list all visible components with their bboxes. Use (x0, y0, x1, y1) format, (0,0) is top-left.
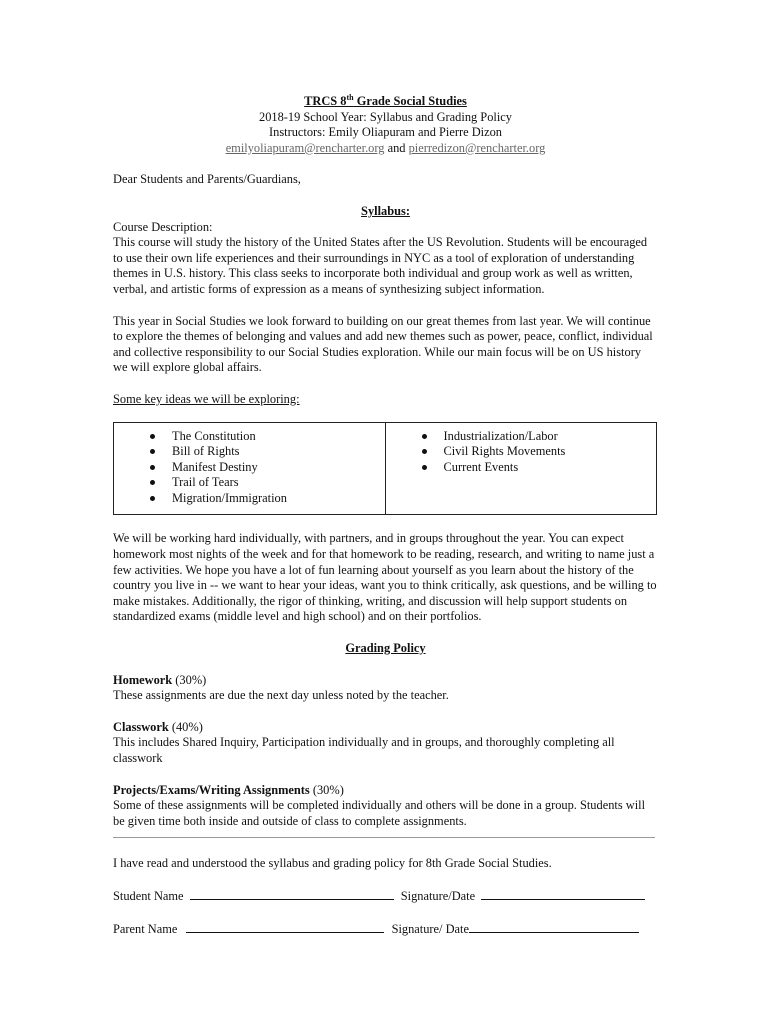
classwork-text: This includes Shared Inquiry, Participation individually and in groups, and thoroughly completing all classwork (113, 735, 615, 765)
parent-signature-row (113, 921, 658, 938)
key-ideas-table (113, 422, 657, 516)
instructors-line: Instructors: Emily Oliapuram and Pierre Dizon (269, 125, 502, 140)
parent-signature-field[interactable] (469, 921, 639, 933)
list-item: Industrialization/Labor (416, 429, 651, 445)
list-item: Bill of Rights (144, 444, 379, 460)
student-name-field[interactable] (190, 888, 394, 900)
key-ideas-label: Some key ideas we will be exploring: (113, 391, 300, 406)
student-name-label: Student Name (113, 888, 184, 903)
projects-heading: Projects/Exams/Writing Assignments (30%) (113, 782, 344, 797)
list-item: Migration/Immigration (144, 491, 379, 507)
student-signature-field[interactable] (481, 888, 645, 900)
homework-text: These assignments are due the next day unless noted by the teacher. (113, 688, 449, 703)
document-subtitle: 2018-19 School Year: Syllabus and Grading Policy (259, 109, 512, 124)
course-description-label: Course Description: (113, 219, 213, 234)
parent-name-field[interactable] (186, 921, 384, 933)
list-item: Trail of Tears (144, 475, 379, 491)
key-ideas-right-column (385, 422, 657, 515)
syllabus-document (113, 94, 658, 937)
classwork-heading: Classwork (40%) (113, 719, 203, 734)
list-item: The Constitution (144, 429, 379, 445)
email-link-oliapuram[interactable]: emilyoliapuram@rencharter.org (225, 140, 385, 155)
homework-heading: Homework (30%) (113, 672, 207, 687)
document-title: TRCS 8th Grade Social Studies (304, 92, 467, 108)
year-overview-text: This year in Social Studies we look forward to building on our great themes from last year. We will continue to explore the themes of belonging and values and add new themes such as power, peace, conflict, individual and collective responsibility to our Social Studies exploration. While our main focus will be on US history we will explore global affairs. (113, 313, 653, 375)
parent-signature-label: Signature/ Date (391, 921, 469, 936)
student-signature-row (113, 888, 658, 905)
greeting: Dear Students and Parents/Guardians, (113, 172, 301, 187)
acknowledgement-statement: I have read and understood the syllabus and grading policy for 8th Grade Social Studies. (113, 856, 552, 871)
student-signature-label: Signature/Date (400, 888, 476, 903)
key-ideas-left-column (114, 422, 386, 515)
email-line: emilyoliapuram@rencharter.org and pierredizon@rencharter.org (225, 140, 546, 155)
parent-name-label: Parent Name (113, 921, 178, 936)
list-item: Civil Rights Movements (416, 444, 651, 460)
course-description-text: This course will study the history of the United States after the US Revolution. Students will be encouraged to use their own life experiences and their surroundings in NYC as a tool of exploration of understanding themes in U.S. history. This class seeks to incorporate both individual and group work as well as written, verbal, and artistic forms of expression as a means of synthesizing subject information. (113, 235, 648, 296)
email-link-dizon[interactable]: pierredizon@rencharter.org (408, 140, 546, 155)
list-item: Manifest Destiny (144, 460, 379, 476)
projects-text: Some of these assignments will be completed individually and others will be done in a group. Students will be given time both inside and outside of class to complete assignments. (113, 798, 646, 828)
syllabus-heading: Syllabus: (361, 203, 410, 218)
expectations-text: We will be working hard individually, with partners, and in groups throughout the year. You can expect homework most nights of the week and for that homework to be reading, research, and writing to name just a few activities. We hope you have a lot of fun learning about yourself as you learn about the history of the country you live in -- we want to hear your ideas, want you to think critically, ask questions, and be willing to make mistakes. Additionally, the rigor of thinking, writing, and discussion will help support students on standardized exams (middle level and high school) and on their portfolios. (113, 531, 657, 624)
list-item: Current Events (416, 460, 651, 476)
grading-heading: Grading Policy (345, 641, 426, 656)
